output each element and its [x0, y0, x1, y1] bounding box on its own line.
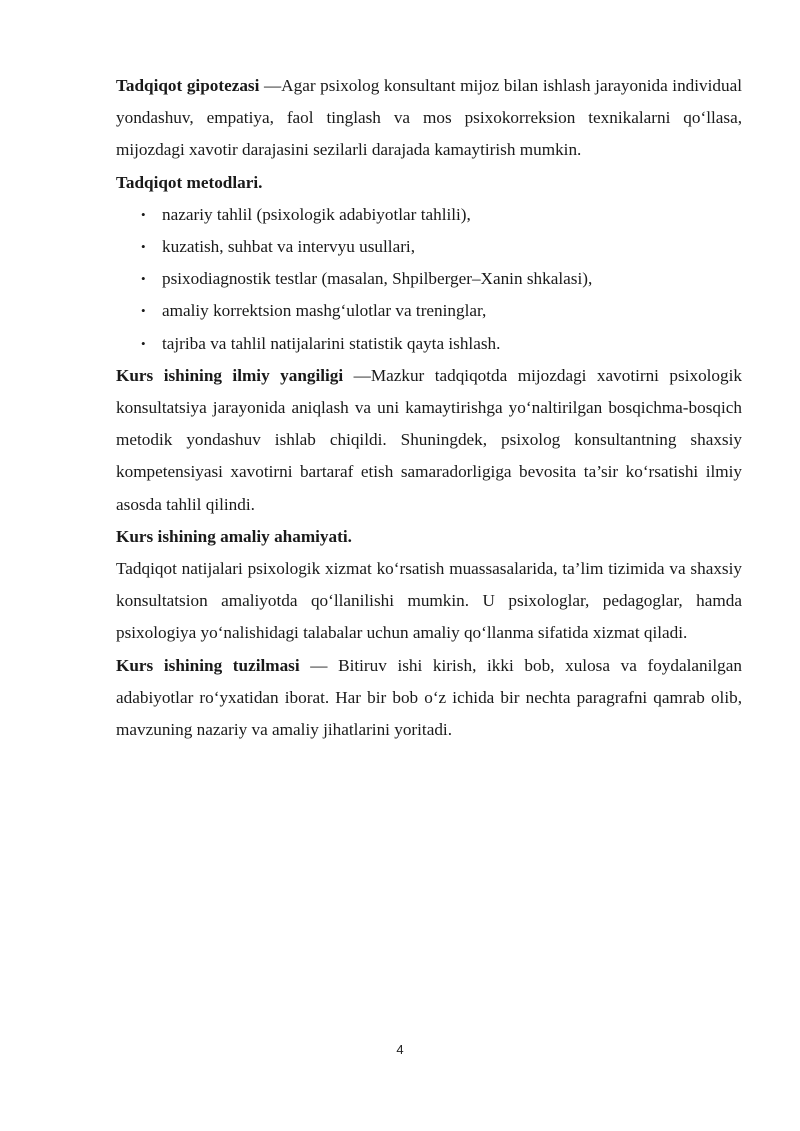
- novelty-label: Kurs ishining ilmiy yangiligi: [116, 365, 344, 385]
- bullet-icon: •: [141, 335, 146, 351]
- list-item: • kuzatish, suhbat va intervyu usullari,: [116, 231, 742, 263]
- practical-heading: Kurs ishining amaliy ahamiyati.: [116, 526, 352, 546]
- hypothesis-text: —Agar psixolog konsultant mijoz bilan ishlash jarayonida individual yondashuv, empatiya, faol tinglash va mos psixokorreksion texnikalarni qo‘llasa, mijozdagi xavotir darajasini sezilarli darajada kamaytirish mumkin.: [116, 76, 742, 160]
- page-number: 4: [396, 1042, 404, 1057]
- bullet-icon: •: [141, 303, 146, 319]
- methods-heading: Tadqiqot metodlari.: [116, 172, 263, 192]
- document-page: [116, 70, 742, 746]
- list-item: • nazariy tahlil (psixologik adabiyotlar tahlili),: [116, 199, 742, 231]
- novelty-paragraph: [116, 360, 742, 521]
- structure-label: Kurs ishining tuzilmasi: [116, 655, 300, 675]
- hypothesis-label: Tadqiqot gipotezasi: [116, 76, 260, 95]
- list-item: • amaliy korrektsion mashg‘ulotlar va treninglar,: [116, 295, 742, 327]
- hypothesis-paragraph: [116, 70, 742, 167]
- bullet-icon: •: [141, 271, 146, 287]
- novelty-text: —Mazkur tadqiqotda mijozdagi xavotirni psixologik konsultatsiya jarayonida aniqlash va uni kamaytirishga yo‘naltirilgan bosqichma-bosqich metodik yondashuv ishlab chiqildi. Shuningdek, psixolog konsultantning shaxsiy kompetensiyasi xavotirni bartaraf etish samaradorligiga bevosita ta’sir ko‘rsatishi ilmiy asosda tahlil qilindi.: [116, 365, 742, 514]
- structure-paragraph: [116, 650, 742, 747]
- practical-paragraph: Tadqiqot natijalari psixologik xizmat ko‘rsatish muassasalarida, ta’lim tizimida va shaxsiy konsultatsion amaliyotda qo‘llanilishi mumkin. U psixologlar, pedagoglar, hamda psixologiya yo‘nalishidagi talabalar uchun amaliy qo‘llanma sifatida xizmat qiladi.: [116, 559, 742, 643]
- list-item: • psixodiagnostik testlar (masalan, Shpilberger–Xanin shkalasi),: [116, 263, 742, 295]
- structure-text: — Bitiruv ishi kirish, ikki bob, xulosa va foydalanilgan adabiyotlar ro‘yxatidan iborat. Har bir bob o‘z ichida bir nechta paragrafni qamrab olib, mavzuning nazariy va amaliy jihatlarini yoritadi.: [116, 655, 742, 740]
- bullet-icon: •: [141, 239, 146, 255]
- bullet-icon: •: [141, 206, 146, 222]
- methods-list: [116, 199, 742, 360]
- list-item: • tajriba va tahlil natijalarini statistik qayta ishlash.: [116, 328, 742, 360]
